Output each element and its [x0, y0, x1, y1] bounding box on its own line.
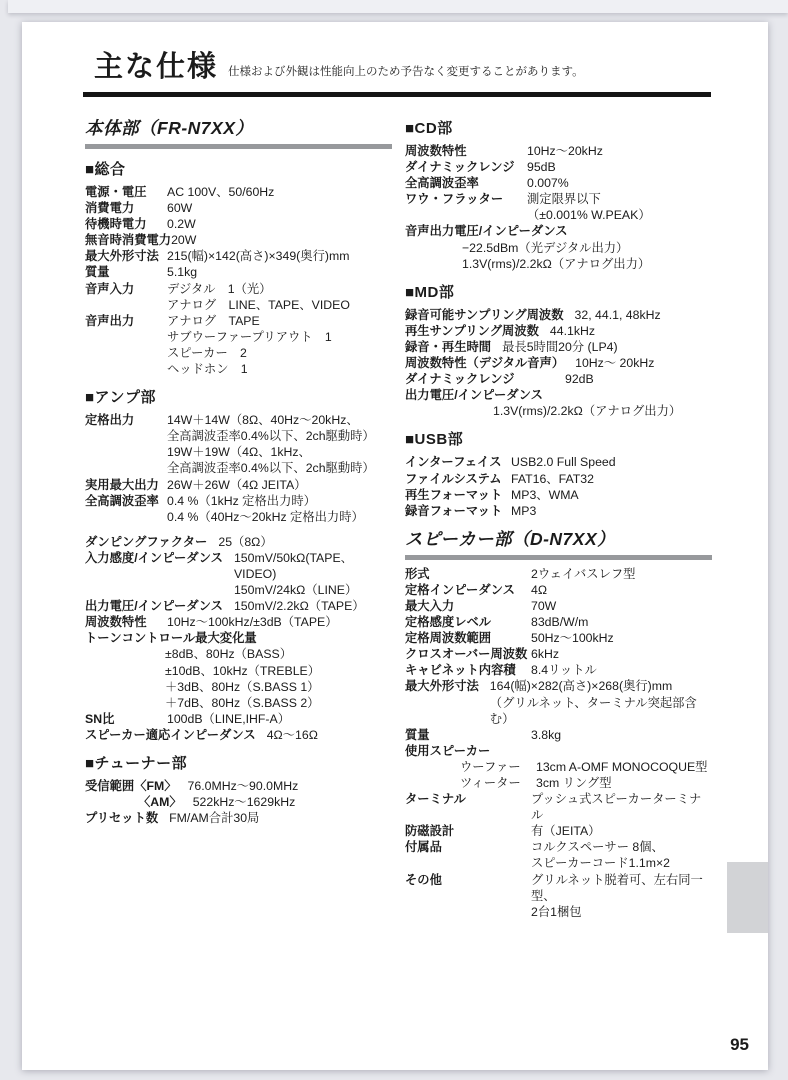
spec-values [171, 232, 392, 248]
spec-row [405, 159, 712, 175]
spec-value-line: コルクスペーサー 8個、 [531, 840, 664, 855]
spec-row [85, 412, 392, 476]
spec-values [490, 678, 712, 726]
spec-label: 音声出力電圧/インピーダンス [405, 224, 568, 239]
spec-values [527, 191, 712, 223]
device-section-title: スピーカー部（D-N7XX） [405, 528, 616, 549]
spec-columns [85, 108, 713, 922]
spec-label: 実用最大出力 [85, 477, 159, 492]
spec-values [565, 371, 712, 387]
spec-label: 無音時消費電力 [85, 233, 172, 248]
spec-values [167, 184, 392, 200]
device-section-title: 本体部（FR-N7XX） [85, 118, 254, 138]
spec-label: 音声出力 [85, 313, 135, 328]
spec-value: 32, 44.1, 48kHz [574, 307, 661, 322]
spec-values [531, 566, 712, 582]
spec-row [85, 313, 392, 377]
spec-label: トーンコントロール最大変化量 [85, 631, 257, 646]
spec-value: 92dB [565, 372, 594, 387]
spec-group-general [85, 158, 392, 377]
spec-values [167, 281, 392, 313]
spec-label: 再生フォーマット [405, 487, 503, 502]
spec-row [85, 614, 392, 630]
spec-row [405, 566, 712, 582]
spec-label: 受信範囲〈FM〉 [85, 779, 177, 793]
spec-row [405, 307, 712, 323]
spec-row [85, 711, 392, 727]
spec-value: MP3 [511, 503, 537, 518]
spec-row [405, 191, 712, 223]
spec-value-line: ±10dB、10kHz（TREBLE） [165, 663, 321, 678]
spec-values [234, 550, 392, 598]
spec-row [138, 794, 392, 810]
spec-row [460, 775, 712, 791]
spec-value: 95dB [527, 160, 556, 175]
spec-values [531, 839, 712, 871]
spec-row [405, 872, 712, 920]
spec-value: AC 100V、50/60Hz [167, 185, 275, 199]
spec-value: 8.4リットル [531, 663, 597, 678]
spec-values [502, 339, 618, 355]
spec-values [575, 355, 654, 371]
spec-row [85, 200, 392, 216]
spec-label: 再生サンプリング周波数 [405, 323, 539, 338]
spec-value: 10Hz〜 20kHz [575, 356, 655, 371]
spec-label: 出力電圧/インピーダンス [85, 599, 223, 614]
spec-label: 最大外形寸法 [405, 679, 479, 694]
spec-row [85, 598, 392, 614]
spec-value: 50Hz〜100kHz [531, 631, 614, 646]
spec-row [405, 646, 712, 662]
spec-values [527, 175, 712, 191]
spec-row [405, 662, 712, 678]
spec-row [405, 839, 712, 871]
spec-label: スピーカー適応インピーダンス [85, 727, 256, 742]
spec-value: 25（8Ω） [218, 534, 273, 549]
chapter-edge-tab [727, 862, 768, 933]
spec-values [167, 216, 392, 232]
spec-value-line: 0.4 %（40Hz〜20kHz 定格出力時） [167, 509, 364, 524]
spec-value: 4Ω〜16Ω [266, 727, 318, 742]
spec-values [531, 662, 712, 678]
spec-values [167, 313, 392, 377]
spec-row [85, 281, 392, 313]
spec-values [167, 248, 392, 264]
spec-row [85, 184, 392, 200]
spec-label: 消費電力 [85, 201, 135, 216]
spec-value-line: 1.3V(rms)/2.2kΩ（アナログ出力） [462, 256, 651, 271]
spec-value: 6kHz [531, 647, 560, 662]
spec-value: 150mV/2.2kΩ（TAPE） [233, 599, 365, 614]
spec-row [405, 614, 712, 630]
spec-label: 防磁設計 [405, 824, 455, 839]
spec-row [405, 175, 712, 191]
spec-row [85, 264, 392, 280]
spec-row [85, 477, 392, 493]
spec-value-line: 全高調波歪率0.4%以下、2ch駆動時） [167, 461, 375, 476]
spec-row [405, 823, 712, 839]
spec-label: キャビネット内容積 [405, 663, 516, 678]
spec-value: 60W [167, 201, 193, 216]
spec-label: 音声入力 [85, 281, 135, 296]
spec-label: ダイナミックレンジ [405, 372, 515, 387]
device-title-rule [405, 555, 712, 560]
device-title-rule [85, 144, 392, 149]
spec-value-line: 150mV/50kΩ(TAPE、VIDEO) [233, 550, 353, 581]
spec-label: ウーファー [460, 759, 521, 774]
spec-values [188, 778, 299, 794]
spec-row [85, 232, 392, 248]
spec-values [511, 454, 712, 470]
spec-values [511, 503, 712, 519]
spec-label: ファイルシステム [405, 471, 502, 486]
spec-group-tuner [85, 752, 392, 826]
spec-value-line: グリルネット脱着可、左右同一型、 [531, 872, 703, 903]
spec-value: プッシュ式スピーカーターミナル [531, 792, 702, 823]
spec-value-line: 19W＋19W（4Ω、1kHz、 [167, 445, 311, 460]
spec-column-left [85, 108, 392, 828]
spec-value: USB2.0 Full Speed [511, 455, 616, 470]
title-double-rule [83, 92, 711, 97]
spec-label: 定格周波数範囲 [405, 631, 492, 646]
spec-label: 全高調波歪率 [85, 493, 159, 508]
spec-values [531, 646, 712, 662]
spec-value-line: 1.3V(rms)/2.2kΩ（アナログ出力） [493, 404, 682, 419]
spec-values [527, 159, 712, 175]
spec-row [85, 778, 392, 794]
spec-label: 最大外形寸法 [85, 249, 159, 264]
spec-values [531, 598, 712, 614]
spec-value: 10Hz〜100kHz/±3dB（TAPE） [167, 615, 338, 630]
spec-label: 周波数特性（デジタル音声） [405, 356, 565, 371]
spec-value-line: （グリルネット、ターミナル突起部含む） [489, 695, 697, 726]
spec-values [234, 598, 365, 614]
spec-values [527, 143, 712, 159]
spec-value: 44.1kHz [549, 323, 596, 338]
spec-values [536, 775, 612, 791]
spec-label: 待機時電力 [85, 217, 147, 232]
spec-group-md [405, 281, 712, 420]
spec-value: 5.1kg [167, 265, 198, 280]
spec-row [405, 339, 712, 355]
spec-value-block [165, 646, 392, 710]
spec-value: MP3、WMA [511, 487, 579, 502]
spec-label: 定格感度レベル [405, 615, 492, 630]
spec-values [167, 614, 392, 630]
spec-label: 周波数特性 [405, 144, 467, 158]
spec-value-line: 0.4 %（1kHz 定格出力時） [167, 493, 316, 508]
spec-label: 周波数特性 [85, 615, 147, 630]
spec-label: 録音・再生時間 [405, 339, 492, 354]
spec-group-amp [85, 386, 392, 743]
page-number: 95 [730, 1035, 749, 1054]
spec-value: FM/AM合計30局 [169, 811, 260, 826]
spec-row [405, 371, 712, 387]
spec-values [531, 823, 712, 839]
spec-value: 0.2W [167, 217, 196, 232]
spec-row [405, 355, 712, 371]
spacer [85, 525, 392, 534]
spec-value: 100dB（LINE,IHF-A） [167, 711, 291, 726]
spec-value: 13cm A-OMF MONOCOQUE型 [536, 759, 708, 774]
spec-values [550, 323, 595, 339]
spec-value: 4Ω [531, 582, 548, 597]
spec-values [531, 727, 712, 743]
spec-label: SN比 [85, 711, 115, 726]
spec-value-line: 164(幅)×282(高さ)×268(奥行)mm [489, 679, 673, 694]
spec-value-line: スピーカーコード1.1m×2 [531, 856, 670, 871]
spec-values [575, 307, 661, 323]
spec-row [460, 759, 712, 775]
spec-value-line: （±0.001% W.PEAK） [527, 208, 651, 223]
spec-label: プリセット数 [85, 811, 159, 826]
spec-value: 10Hz〜20kHz [527, 144, 603, 158]
spec-values [531, 630, 712, 646]
spec-label: クロスオーバー周波数 [405, 647, 528, 662]
spec-values [167, 412, 392, 476]
spec-value: 3cm リング型 [536, 776, 612, 790]
spec-label: 出力電圧/インピーダンス [405, 388, 543, 403]
spec-value-line: アナログ TAPE [167, 313, 260, 328]
spec-values [169, 810, 259, 826]
spec-row [405, 454, 712, 470]
group-heading: ■チューナー部 [85, 755, 188, 772]
spec-value: 70W [531, 598, 557, 613]
spec-label: 入力感度/インピーダンス [85, 550, 223, 565]
spec-label: インターフェイス [405, 455, 502, 470]
spec-value-line: 14W＋14W（8Ω、40Hz〜20kHz、 [167, 413, 359, 428]
group-heading: ■USB部 [405, 431, 464, 449]
spec-values [531, 614, 712, 630]
spec-row [85, 727, 392, 743]
spec-row [405, 727, 712, 743]
spec-row [405, 791, 712, 823]
spec-label: ダンピングファクター [85, 534, 208, 549]
spec-values [167, 711, 392, 727]
spec-values [531, 582, 712, 598]
spec-value: FAT16、FAT32 [511, 471, 594, 486]
spec-label: 定格出力 [85, 413, 135, 428]
spec-value-line: ＋7dB、80Hz（S.BASS 2） [165, 695, 320, 710]
spec-row [85, 493, 392, 525]
spec-value: 0.007% [527, 176, 569, 191]
spec-row [85, 534, 392, 550]
spec-label: ワウ・フラッター [405, 192, 504, 207]
spec-group-cd [405, 117, 712, 272]
spec-values [167, 493, 392, 525]
group-heading: ■CD部 [405, 120, 453, 137]
spec-label: 最大入力 [405, 598, 455, 613]
spec-label: ターミナル [405, 792, 466, 807]
page-subtitle: 仕様および外観は性能向上のため予告なく変更することがあります。 [228, 66, 584, 78]
spec-values [536, 759, 707, 775]
spec-row [85, 248, 392, 264]
spec-value: 20W [171, 233, 197, 248]
spec-row [405, 598, 712, 614]
spec-row [405, 678, 712, 726]
spec-value-line: 2台1梱包 [531, 904, 582, 919]
spec-label: 質量 [405, 727, 430, 742]
spec-value-line: アナログ LINE、TAPE、VIDEO [167, 297, 350, 312]
spec-row [85, 810, 392, 826]
spec-value: 26W＋26W（4Ω JEITA） [167, 477, 307, 492]
spec-column-right [405, 108, 712, 922]
spec-label: 録音可能サンプリング周波数 [405, 307, 564, 322]
spec-value-line: デジタル 1（光） [167, 281, 272, 296]
spec-value-line: スピーカー 2 [167, 345, 247, 360]
spec-values [511, 471, 712, 487]
spec-label: 付属品 [405, 840, 442, 855]
spec-values [511, 487, 712, 503]
spec-value-line: 測定限界以下 [527, 192, 601, 207]
spec-group-speaker [405, 566, 712, 920]
spec-values [167, 200, 392, 216]
page-title: 主な仕様 [94, 51, 219, 83]
spec-label: 全高調波歪率 [405, 176, 479, 191]
spec-label: 形式 [405, 566, 430, 581]
spec-label: ツィーター [460, 776, 521, 790]
spec-value-line: 150mV/24kΩ（LINE） [233, 583, 358, 598]
spec-value-line: ＋3dB、80Hz（S.BASS 1） [165, 679, 320, 694]
page-header [94, 53, 584, 82]
spec-values [267, 727, 318, 743]
spec-value-line: −22.5dBm（光デジタル出力） [462, 240, 629, 255]
spec-row [405, 630, 712, 646]
spec-values [218, 534, 272, 550]
spec-value-line: 全高調波歪率0.4%以下、2ch駆動時） [167, 429, 375, 444]
spec-value-line: ±8dB、80Hz（BASS） [165, 647, 293, 662]
group-heading: ■アンプ部 [85, 389, 156, 407]
spec-label: その他 [405, 872, 442, 887]
spec-value-block [462, 240, 712, 272]
spec-value: 215(幅)×142(高さ)×349(奥行)mm [167, 249, 350, 264]
spec-row [405, 503, 712, 519]
group-heading: ■総合 [85, 161, 126, 178]
spec-values [531, 872, 712, 920]
spec-value-block [493, 403, 712, 419]
spec-value-line: ヘッドホン 1 [167, 362, 248, 377]
previous-page-edge [8, 0, 788, 13]
manual-page [22, 22, 768, 1070]
spec-label: 電源・電圧 [85, 185, 147, 199]
spec-value-line: サブウーファープリアウト 1 [167, 329, 332, 344]
group-heading: ■MD部 [405, 283, 455, 301]
spec-values [531, 791, 712, 823]
spec-value: 3.8kg [531, 727, 562, 742]
spec-value: 76.0MHz〜90.0MHz [187, 779, 299, 793]
spec-values [167, 264, 392, 280]
spec-value: 522kHz〜1629kHz [192, 795, 296, 810]
spec-values [167, 477, 392, 493]
spec-label: ダイナミックレンジ [405, 160, 515, 175]
spec-label: 〈AM〉 [138, 795, 182, 810]
spec-row [405, 143, 712, 159]
spec-row [405, 471, 712, 487]
spec-value: 2ウェイバスレフ型 [531, 566, 636, 581]
spec-label: 録音フォーマット [405, 503, 503, 518]
spec-row [405, 582, 712, 598]
spec-label: 使用スピーカー [405, 743, 491, 758]
spec-label: 定格インピーダンス [405, 582, 515, 597]
spec-value: 83dB/W/m [531, 615, 589, 630]
spec-value: 有（JEITA） [531, 824, 601, 839]
spec-row [85, 550, 392, 598]
spec-row [405, 323, 712, 339]
spec-row [405, 487, 712, 503]
spec-row [85, 216, 392, 232]
spec-value: 最長5時間20分 (LP4) [502, 339, 618, 354]
spec-label: 質量 [85, 265, 110, 280]
spec-group-usb [405, 428, 712, 518]
spec-values [193, 794, 296, 810]
